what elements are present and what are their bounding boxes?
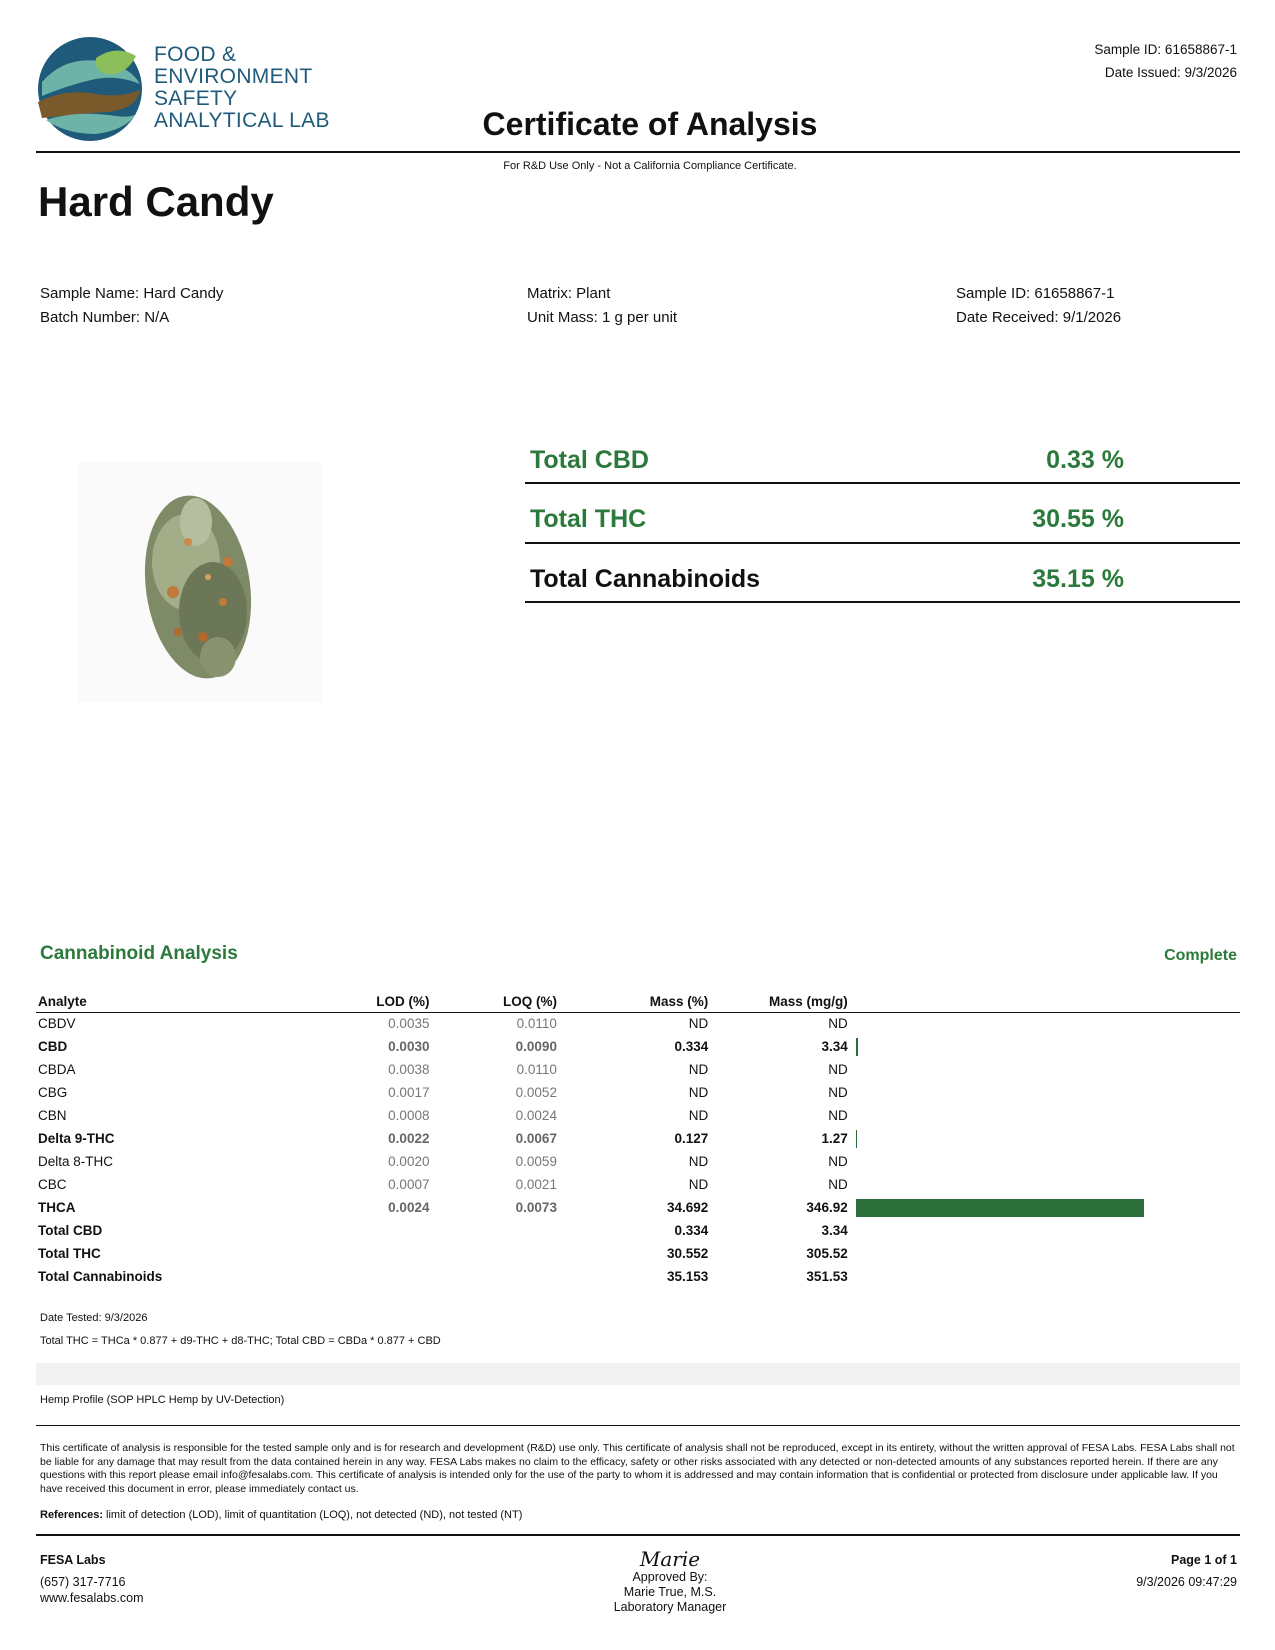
mass-bar-cell xyxy=(848,1150,1275,1173)
mass-pct: ND xyxy=(688,1016,709,1031)
table-row xyxy=(38,1265,1275,1288)
mass-pct: ND xyxy=(688,1154,709,1169)
analyte: Delta 9-THC xyxy=(38,1131,115,1146)
mass-pct: 0.334 xyxy=(674,1039,709,1054)
mass-mgg: ND xyxy=(828,1085,848,1100)
mass-pct: ND xyxy=(688,1062,709,1077)
mass-bar-cell xyxy=(848,1035,1275,1058)
analyte: CBN xyxy=(38,1108,67,1123)
analyte: Total Cannabinoids xyxy=(38,1269,163,1284)
method-label: Hemp Profile (SOP HPLC Hemp by UV-Detection) xyxy=(40,1394,285,1406)
col-lod: LOD (%) xyxy=(376,994,430,1009)
summary-value-total: 35.15 % xyxy=(1032,565,1124,593)
table-header-rule xyxy=(36,1012,1240,1013)
analyte: Total CBD xyxy=(38,1223,103,1238)
analyte: CBD xyxy=(38,1039,68,1054)
approver-name: Marie True, M.S. xyxy=(623,1585,717,1599)
analyte: THCA xyxy=(38,1200,76,1215)
lod: 0.0038 xyxy=(388,1062,430,1077)
analyte: CBDA xyxy=(38,1062,76,1077)
mass-bar-cell xyxy=(848,1265,1275,1288)
logo-line-3: SAFETY xyxy=(154,87,238,110)
loq: 0.0073 xyxy=(515,1200,557,1215)
lod: 0.0030 xyxy=(388,1039,430,1054)
mass-bar-cell xyxy=(848,1196,1275,1219)
lod xyxy=(277,1265,429,1288)
table-row xyxy=(38,1242,1275,1265)
mass-pct: 0.127 xyxy=(674,1131,709,1146)
approver-title: Laboratory Manager xyxy=(613,1600,727,1614)
date-received: Date Received: 9/1/2026 xyxy=(956,309,1122,326)
analyte: Total THC xyxy=(38,1246,101,1261)
mass-bar-cell xyxy=(848,1219,1275,1242)
mass-mgg: 305.52 xyxy=(806,1246,848,1261)
date-tested: Date Tested: 9/3/2026 xyxy=(40,1312,148,1324)
mass-mgg: 351.53 xyxy=(806,1269,848,1284)
mass-mgg: 3.34 xyxy=(821,1223,848,1238)
approved-by: Approved By: xyxy=(632,1570,708,1584)
mass-bar-cell xyxy=(848,1012,1275,1035)
analyte: CBG xyxy=(38,1085,68,1100)
lod: 0.0020 xyxy=(388,1154,430,1169)
table-row xyxy=(38,1127,1275,1150)
references xyxy=(40,1509,522,1521)
batch-number: Batch Number: N/A xyxy=(40,309,170,326)
table-row xyxy=(38,1058,1275,1081)
mass-pct: 34.692 xyxy=(667,1200,709,1215)
lod: 0.0008 xyxy=(388,1108,430,1123)
table-row xyxy=(38,1104,1275,1127)
col-analyte: Analyte xyxy=(38,994,87,1009)
lod xyxy=(277,1219,429,1242)
mass-pct: ND xyxy=(688,1108,709,1123)
summary-rule-3 xyxy=(525,601,1240,603)
footer-phone: (657) 317-7716 xyxy=(40,1575,126,1589)
col-loq: LOQ (%) xyxy=(502,994,557,1009)
analyte: Delta 8-THC xyxy=(38,1154,114,1169)
mass-bar-cell xyxy=(848,1242,1275,1265)
print-timestamp: 9/3/2026 09:47:29 xyxy=(1136,1575,1237,1589)
lab-logo xyxy=(36,34,336,144)
page-title: Certificate of Analysis xyxy=(482,106,818,142)
footer-rule xyxy=(36,1534,1240,1536)
mass-bar-cell xyxy=(848,1058,1275,1081)
product-image xyxy=(78,462,322,702)
mass-pct: 30.552 xyxy=(667,1246,709,1261)
loq: 0.0067 xyxy=(515,1131,557,1146)
mass-pct: ND xyxy=(688,1177,709,1192)
table-row xyxy=(38,1219,1275,1242)
loq: 0.0021 xyxy=(515,1177,557,1192)
mass-mgg: ND xyxy=(828,1108,848,1123)
table-header-row xyxy=(38,991,1275,1012)
mass-mgg: ND xyxy=(828,1062,848,1077)
gray-band xyxy=(36,1363,1240,1385)
lod: 0.0022 xyxy=(388,1131,430,1146)
compliance-note: For R&D Use Only - Not a California Compliance Certificate. xyxy=(503,160,797,172)
header-sample-id: Sample ID: 61658867-1 xyxy=(1094,42,1237,57)
matrix: Matrix: Plant xyxy=(527,285,611,302)
lod: 0.0035 xyxy=(388,1016,430,1031)
mass-mgg: ND xyxy=(828,1016,848,1031)
disclaimer-rule xyxy=(36,1425,1240,1426)
lod xyxy=(277,1242,429,1265)
logo-emblem-icon xyxy=(36,34,144,144)
footer-lab-name: FESA Labs xyxy=(40,1553,106,1567)
mass-bar-cell xyxy=(848,1127,1275,1150)
loq: 0.0059 xyxy=(515,1154,557,1169)
summary-value-thc: 30.55 % xyxy=(1032,505,1124,533)
loq: 0.0024 xyxy=(515,1108,557,1123)
footer-website[interactable]: www.fesalabs.com xyxy=(40,1591,144,1605)
mass-pct: 0.334 xyxy=(674,1223,709,1238)
logo-line-1: FOOD & xyxy=(154,43,237,66)
mass-bar-cell xyxy=(848,1173,1275,1196)
loq xyxy=(429,1242,556,1265)
table-row xyxy=(38,1035,1275,1058)
analyte: CBC xyxy=(38,1177,67,1192)
table-row xyxy=(38,1150,1275,1173)
col-mass-mgg: Mass (mg/g) xyxy=(768,994,848,1009)
mass-mgg: 3.34 xyxy=(821,1039,848,1054)
loq: 0.0052 xyxy=(515,1085,557,1100)
loq: 0.0110 xyxy=(516,1062,557,1077)
mass-bar-cell xyxy=(848,1104,1275,1127)
summary-rule-2 xyxy=(525,542,1240,544)
mass-mgg: ND xyxy=(828,1154,848,1169)
col-mass-pct: Mass (%) xyxy=(649,994,709,1009)
analyte: CBDV xyxy=(38,1016,76,1031)
mass-mgg: 1.27 xyxy=(821,1131,848,1146)
signature: Marie xyxy=(639,1547,701,1571)
mass-pct: ND xyxy=(688,1085,709,1100)
product-name: Hard Candy xyxy=(38,178,274,225)
lod: 0.0007 xyxy=(388,1177,430,1192)
summary-value-cbd: 0.33 % xyxy=(1046,446,1124,474)
loq: 0.0110 xyxy=(516,1016,557,1031)
col-bar xyxy=(848,991,1275,1012)
references-text: limit of detection (LOD), limit of quantitation (LOQ), not detected (ND), not tested (NT) xyxy=(106,1509,523,1521)
sample-id: Sample ID: 61658867-1 xyxy=(956,285,1115,302)
unit-mass: Unit Mass: 1 g per unit xyxy=(527,309,678,326)
lod: 0.0017 xyxy=(388,1085,430,1100)
analysis-title: Cannabinoid Analysis xyxy=(40,943,238,964)
cannabinoid-table xyxy=(38,991,1275,1288)
table-row xyxy=(38,1081,1275,1104)
logo-line-2: ENVIRONMENT xyxy=(154,65,313,88)
summary-label-total: Total Cannabinoids xyxy=(530,565,761,593)
loq: 0.0090 xyxy=(515,1039,557,1054)
loq xyxy=(429,1219,556,1242)
mass-bar xyxy=(856,1199,1144,1217)
sample-name: Sample Name: Hard Candy xyxy=(40,285,224,302)
mass-bar xyxy=(856,1130,857,1148)
total-formula: Total THC = THCa * 0.877 + d9-THC + d8-THC; Total CBD = CBDa * 0.877 + CBD xyxy=(40,1335,441,1347)
loq xyxy=(429,1265,556,1288)
analysis-status: Complete xyxy=(1164,947,1237,964)
lod: 0.0024 xyxy=(388,1200,430,1215)
mass-pct: 35.153 xyxy=(667,1269,709,1284)
disclaimer: This certificate of analysis is responsible for the tested sample only and is for research and development (R&D) use only. This certificate of analysis shall not be reproduced, except in its entirety, without the written approval of FESA Labs. FESA Labs shall not be liable for any damage that may result from the data contained herein in any way. FESA Labs makes no claim to the efficacy, safety or other risks associated with any detected or non-detected amounts of any substances reported herein. If there are any questions with this report please email info@fesalabs.com. This certificate of analysis is intended only for the use of the party to whom it is addressed and may contain information that is confidential or protected from disclosure under applicable law. If you have received this document in error, please immediately contact us. xyxy=(40,1442,1235,1495)
table-row xyxy=(38,1012,1275,1035)
header-date-issued: Date Issued: 9/3/2026 xyxy=(1104,65,1237,80)
mass-bar xyxy=(856,1038,858,1056)
header-rule xyxy=(36,151,1240,153)
logo-line-4: ANALYTICAL LAB xyxy=(154,109,330,132)
summary-label-thc: Total THC xyxy=(530,505,647,533)
summary-rule-1 xyxy=(525,482,1240,484)
summary-label-cbd: Total CBD xyxy=(530,446,649,474)
mass-mgg: 346.92 xyxy=(806,1200,848,1215)
mass-mgg: ND xyxy=(828,1177,848,1192)
table-row xyxy=(38,1196,1275,1219)
table-row xyxy=(38,1173,1275,1196)
references-label: References: xyxy=(40,1509,103,1521)
page-number: Page 1 of 1 xyxy=(1171,1553,1237,1567)
mass-bar-cell xyxy=(848,1081,1275,1104)
